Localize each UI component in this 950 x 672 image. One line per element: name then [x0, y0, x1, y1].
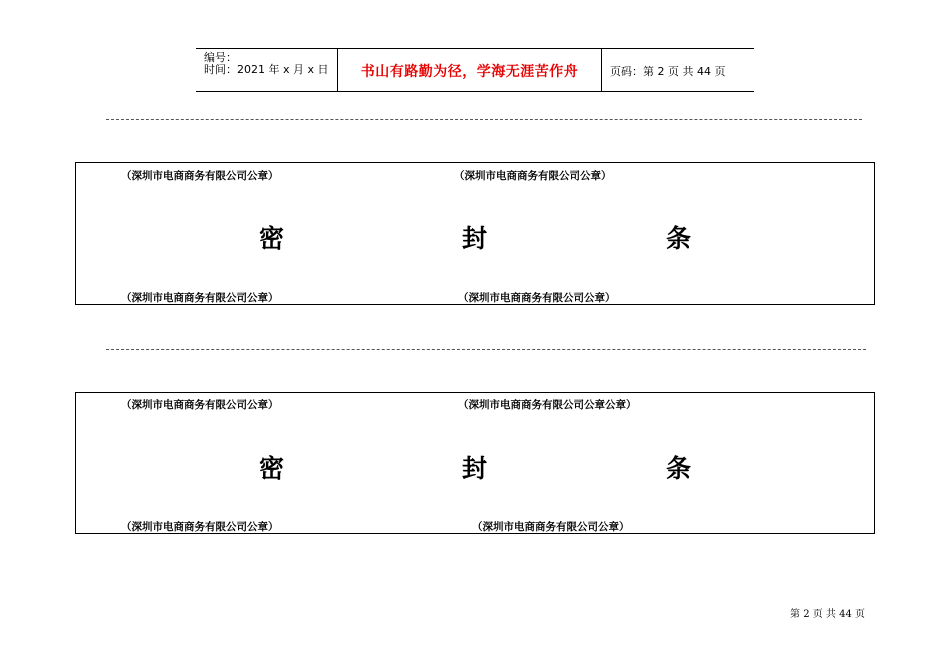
seal-char: 条: [666, 454, 692, 483]
document-header: [196, 48, 754, 92]
seal-strip: [75, 162, 875, 305]
number-label: 编号：: [204, 51, 237, 64]
seal-stamp-text: （深圳市电商商务有限公司公章）: [121, 292, 279, 304]
seal-char: 封: [462, 224, 488, 253]
cut-line: [106, 119, 862, 120]
seal-stamp-text: （深圳市电商商务有限公司公章）: [121, 521, 279, 533]
seal-stamp-text: （深圳市电商商务有限公司公章）: [121, 399, 279, 411]
header-meta-cell: [196, 49, 338, 91]
time-label: 时间：2021 年 x 月 x 日: [204, 63, 329, 76]
page-label: 页码：第 2 页 共 44 页: [610, 65, 726, 78]
seal-strip: [75, 392, 875, 534]
seal-stamp-text: （深圳市电商商务有限公司公章）: [472, 521, 630, 533]
seal-stamp-text: （深圳市电商商务有限公司公章）: [454, 170, 612, 182]
seal-stamp-text: （深圳市电商商务有限公司公章）: [458, 292, 616, 304]
seal-stamp-text: （深圳市电商商务有限公司公章公章）: [458, 399, 637, 411]
seal-char: 条: [666, 224, 692, 253]
cut-line: [106, 349, 866, 350]
footer-page-number: 第 2 页 共 44 页: [790, 609, 865, 620]
motto-text: 书山有路勤为径，学海无涯苦作舟: [360, 64, 579, 80]
header-motto-cell: [338, 49, 602, 91]
header-page-cell: [602, 49, 754, 91]
seal-stamp-text: （深圳市电商商务有限公司公章）: [121, 170, 279, 182]
seal-char: 密: [259, 224, 285, 253]
seal-char: 封: [462, 454, 488, 483]
seal-char: 密: [259, 454, 285, 483]
